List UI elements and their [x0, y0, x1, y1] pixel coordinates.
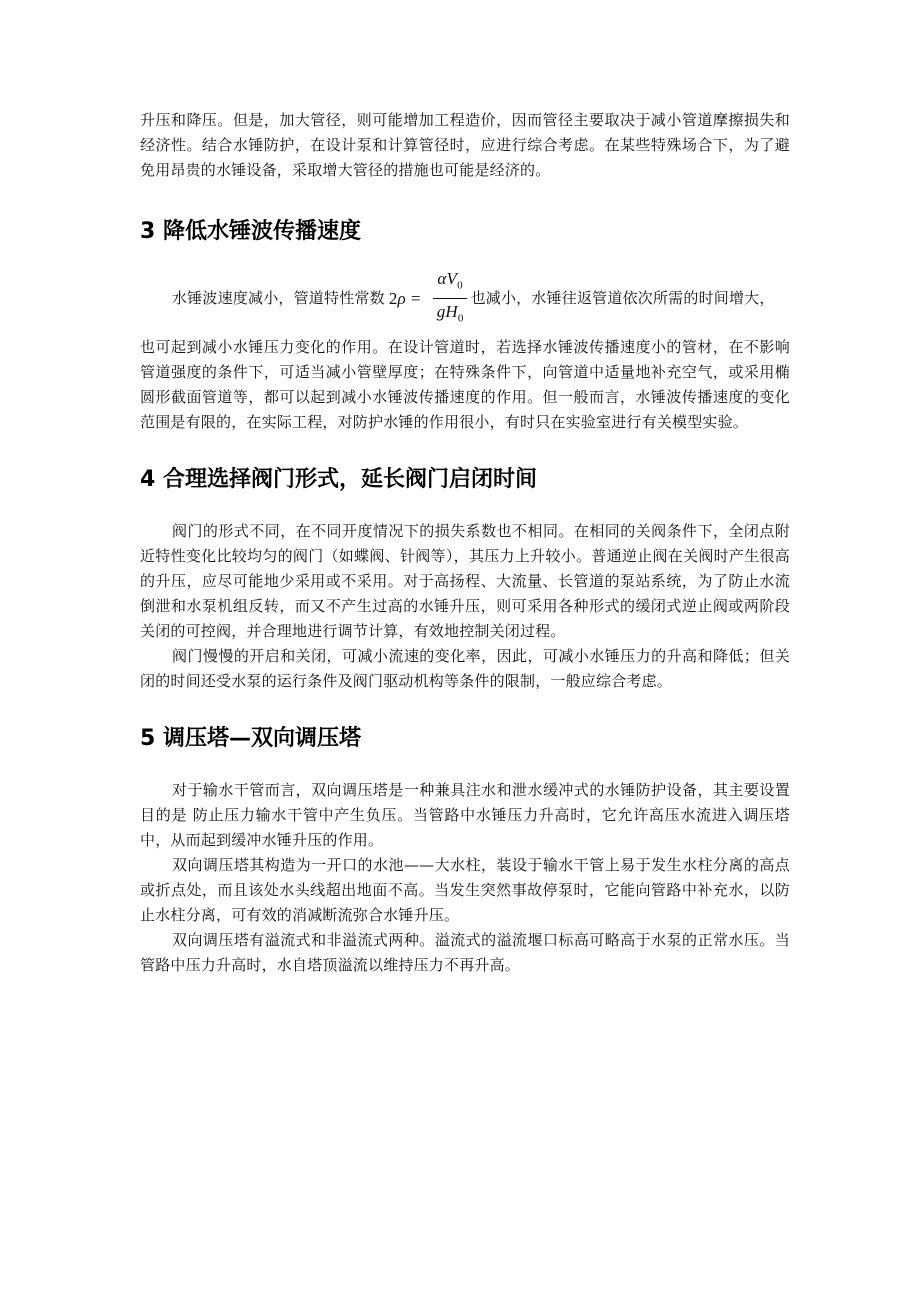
section-5-paragraph-3: 双向调压塔有溢流式和非溢流式两种。溢流式的溢流堰口标高可略高于水泵的正常水压。当管路中压力升高时，水自塔顶溢流以维持压力不再升高。	[140, 930, 790, 974]
formula-num-subscript: 0	[457, 279, 463, 292]
section-4-paragraph-2: 阀门慢慢的开启和关闭，可减小流速的变化率，因此，可减小水锤压力的升高和降低；但关闭的时间还受水泵的运行条件及阀门驱动机构等条件的限制，一般应综合考虑。	[140, 646, 790, 690]
section-3-paragraph: 也可起到减小水锤压力变化的作用。在设计管道时，若选择水锤波传播速度小的管材，在不影响管道强度的条件下，可适当减小管壁厚度；在特殊条件下，向管道中适量地补充空气，或采用椭圆形截面管道等，都可以起到减小水锤波传播速度的作用。但一般而言，水锤波传播速度的变化范围是有限的，在实际工程，对防护水锤的作用很小，有时只在实验室进行有关模型实验。	[140, 337, 790, 431]
formula-denominator	[433, 299, 468, 328]
formula-lhs	[389, 286, 426, 311]
formula-suffix-text: 也减小，水锤往返管道依次所需的时间增大，	[470, 289, 775, 308]
formula-lhs-coef: 2	[388, 289, 398, 309]
section-3-heading: 3 降低水锤波传播速度	[140, 219, 361, 244]
section-5-heading: 5 调压塔—双向调压塔	[140, 725, 361, 751]
formula-equals: =	[410, 289, 421, 309]
section-4-paragraph-1: 阀门的形式不同，在不同开度情况下的损失系数也不相同。在相同的关阀条件下，全闭点附近特性变化比较均匀的阀门（如蝶阀、针阀等），其压力上升较小。普通逆止阀在关阀时产生很高的升压，应尽可能地少采用或不采用。对于高扬程、大流量、长管道的泵站系统，为了防止水流倒泄和水泵机组反转，而又不产生过高的水锤升压，则可采用各种形式的缓闭式逆止阀或两阶段关闭的可控阀，并合理地进行调节计算，有效地控制关闭过程。	[140, 521, 790, 640]
formula-den-symbol: gH	[436, 302, 458, 322]
formula-fraction	[433, 269, 468, 329]
section-5-paragraph-2: 双向调压塔其构造为一开口的水池——大水柱，装设于输水干管上易于发生水柱分离的高点或折点处，而且该处水头线超出地面不高。当发生突然事故停泵时，它能向管路中补充水，以防止水柱分离，可有效的消减断流弥合水锤升压。	[140, 855, 790, 924]
paragraph-top: 升压和降压。但是，加大管径，则可能增加工程造价，因而管径主要取决于减小管道摩擦损失和经济性。结合水锤防护，在设计泵和计算管径时，应进行综合考虑。在某些特殊场合下，为了避免用昂贵的水锤设备，采取增大管径的措施也可能是经济的。	[140, 111, 790, 179]
formula-den-subscript: 0	[457, 312, 464, 325]
formula-num-symbol: αV	[437, 269, 458, 288]
section-4-heading: 4 合理选择阀门形式，延长阀门启闭时间	[140, 466, 537, 492]
formula-line	[140, 269, 790, 329]
formula-prefix-text: 水锤波速度减小，管道特性常数	[172, 289, 385, 308]
document-page	[140, 108, 790, 978]
formula-lhs-symbol: ρ	[397, 289, 406, 309]
section-5-paragraph-1: 对于输水干管而言，双向调压塔是一种兼具注水和泄水缓冲式的水锤防护设备，其主要设置目的是 防止压力输水干管中产生负压。当管路中水锤压力升高时，它允许高压水流进入调压塔中，从而起到缓冲水锤升压的作用。	[140, 780, 790, 849]
formula-numerator	[433, 269, 466, 299]
